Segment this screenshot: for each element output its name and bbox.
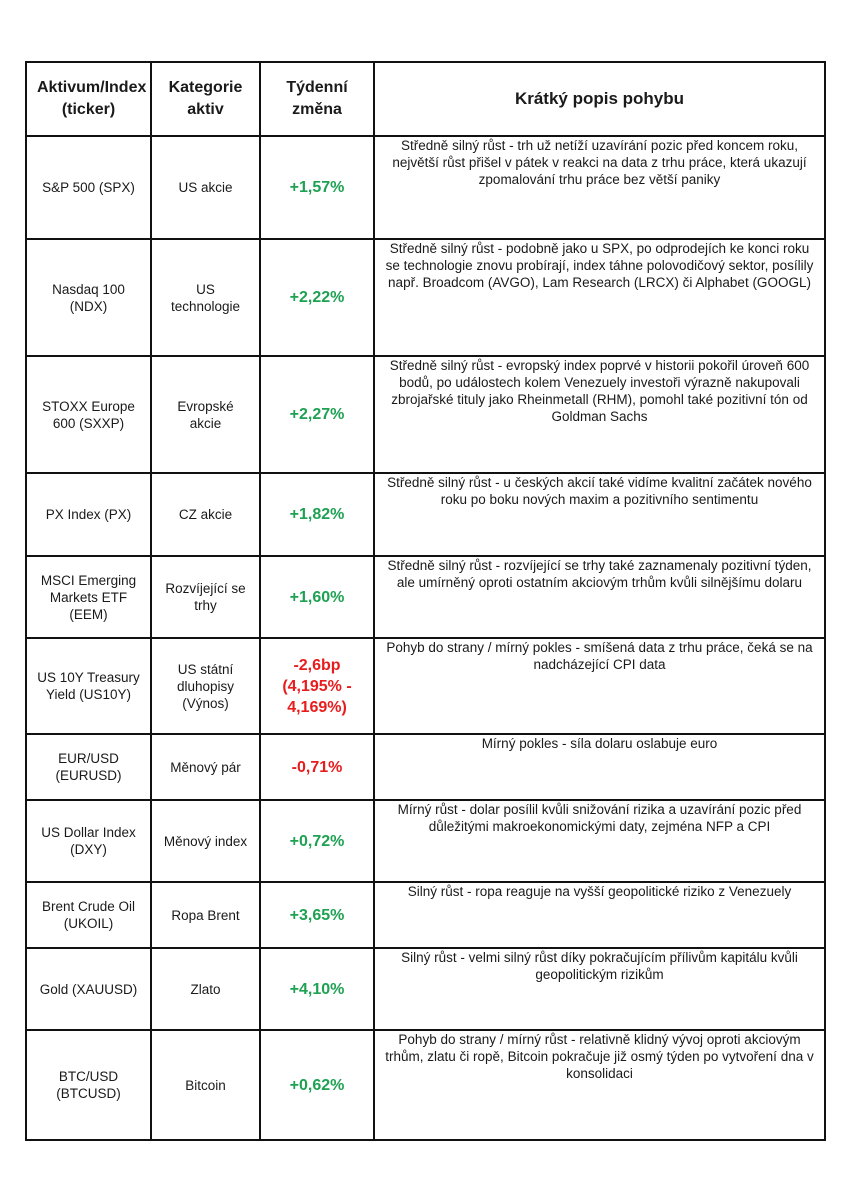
asset-cell: EUR/USD (EURUSD) bbox=[26, 734, 151, 800]
table-row bbox=[26, 948, 825, 1030]
asset-cell: US 10Y Treasury Yield (US10Y) bbox=[26, 638, 151, 734]
header-row bbox=[26, 62, 825, 136]
category-cell: CZ akcie bbox=[151, 473, 260, 556]
category-cell: Evropské akcie bbox=[151, 356, 260, 473]
table-row bbox=[26, 356, 825, 473]
change-cell: -2,6bp (4,195% - 4,169%) bbox=[260, 638, 374, 734]
description-cell: Silný růst - velmi silný růst díky pokračujícím přílivům kapitálu kvůli geopolitickým rizikům bbox=[374, 948, 825, 1030]
header-change: Týdenní změna bbox=[260, 62, 374, 136]
asset-cell: Gold (XAUUSD) bbox=[26, 948, 151, 1030]
category-cell: Zlato bbox=[151, 948, 260, 1030]
description-cell: Středně silný růst - rozvíjející se trhy také zaznamenaly pozitivní týden, ale umírněný oproti ostatním akciovým trhům kvůli silnějšímu dolaru bbox=[374, 556, 825, 638]
change-cell: +3,65% bbox=[260, 882, 374, 948]
change-cell: +2,27% bbox=[260, 356, 374, 473]
table-row bbox=[26, 1030, 825, 1140]
description-cell: Středně silný růst - podobně jako u SPX, po odprodejích ke konci roku se technologie znovu probírají, index táhne polovodičový sektor, posílily např. Broadcom (AVGO), Lam Research (LRCX) či Alphabet (GOOGL) bbox=[374, 239, 825, 356]
table-row bbox=[26, 136, 825, 239]
category-cell: US státní dluhopisy (Výnos) bbox=[151, 638, 260, 734]
category-cell: Ropa Brent bbox=[151, 882, 260, 948]
category-cell: Rozvíjející se trhy bbox=[151, 556, 260, 638]
header-asset: Aktivum/Index (ticker) bbox=[26, 62, 151, 136]
change-cell: +1,82% bbox=[260, 473, 374, 556]
table-row bbox=[26, 882, 825, 948]
table-row bbox=[26, 734, 825, 800]
table-row bbox=[26, 638, 825, 734]
header-description: Krátký popis pohybu bbox=[374, 62, 825, 136]
asset-cell: PX Index (PX) bbox=[26, 473, 151, 556]
change-cell: +0,72% bbox=[260, 800, 374, 882]
asset-cell: S&P 500 (SPX) bbox=[26, 136, 151, 239]
header-category: Kategorie aktiv bbox=[151, 62, 260, 136]
description-cell: Pohyb do strany / mírný pokles - smíšená data z trhu práce, čeká se na nadcházející CPI data bbox=[374, 638, 825, 734]
change-cell: +2,22% bbox=[260, 239, 374, 356]
asset-cell: MSCI Emerging Markets ETF (EEM) bbox=[26, 556, 151, 638]
description-cell: Středně silný růst - u českých akcií také vidíme kvalitní začátek nového roku po boku nových maxim a pozitivního sentimentu bbox=[374, 473, 825, 556]
category-cell: US akcie bbox=[151, 136, 260, 239]
change-cell: +1,60% bbox=[260, 556, 374, 638]
change-cell: +0,62% bbox=[260, 1030, 374, 1140]
description-cell: Středně silný růst - trh už netíží uzavírání pozic před koncem roku, největší růst přišel v pátek v reakci na data z trhu práce, která ukazují zpomalování trhu práce bez větší paniky bbox=[374, 136, 825, 239]
table-row bbox=[26, 473, 825, 556]
table-row bbox=[26, 800, 825, 882]
asset-cell: STOXX Europe 600 (SXXP) bbox=[26, 356, 151, 473]
category-cell: US technologie bbox=[151, 239, 260, 356]
description-cell: Pohyb do strany / mírný růst - relativně klidný vývoj oproti akciovým trhům, zlatu či ropě, Bitcoin pokračuje již osmý týden po vytvoření dna v konsolidaci bbox=[374, 1030, 825, 1140]
market-summary-table bbox=[25, 61, 826, 1141]
category-cell: Měnový pár bbox=[151, 734, 260, 800]
change-cell: +1,57% bbox=[260, 136, 374, 239]
asset-cell: US Dollar Index (DXY) bbox=[26, 800, 151, 882]
table-row bbox=[26, 239, 825, 356]
description-cell: Mírný růst - dolar posílil kvůli snižování rizika a uzavírání pozic před důležitými makroekonomickými daty, zejména NFP a CPI bbox=[374, 800, 825, 882]
asset-cell: Brent Crude Oil (UKOIL) bbox=[26, 882, 151, 948]
change-cell: +4,10% bbox=[260, 948, 374, 1030]
description-cell: Středně silný růst - evropský index poprvé v historii pokořil úroveň 600 bodů, po událostech kolem Venezuely investoři výrazně nakupovali zbrojařské tituly jako Rheinmetall (RHM), pomohl také pozitivní tón od Goldman Sachs bbox=[374, 356, 825, 473]
description-cell: Mírný pokles - síla dolaru oslabuje euro bbox=[374, 734, 825, 800]
table-row bbox=[26, 556, 825, 638]
category-cell: Bitcoin bbox=[151, 1030, 260, 1140]
asset-cell: Nasdaq 100 (NDX) bbox=[26, 239, 151, 356]
description-cell: Silný růst - ropa reaguje na vyšší geopolitické riziko z Venezuely bbox=[374, 882, 825, 948]
change-cell: -0,71% bbox=[260, 734, 374, 800]
asset-cell: BTC/USD (BTCUSD) bbox=[26, 1030, 151, 1140]
category-cell: Měnový index bbox=[151, 800, 260, 882]
